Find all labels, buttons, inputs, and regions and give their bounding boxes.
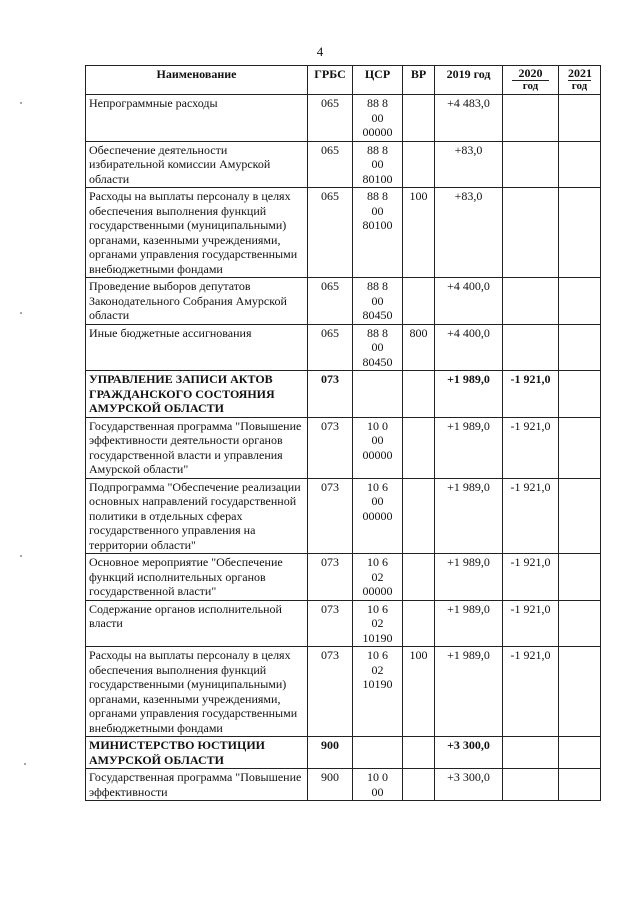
cell-vr bbox=[403, 769, 435, 801]
cell-2021 bbox=[559, 371, 601, 418]
cell-csr bbox=[353, 737, 403, 769]
cell-vr bbox=[403, 554, 435, 601]
header-vr: ВР bbox=[403, 66, 435, 95]
cell-grbs: 073 bbox=[308, 647, 353, 737]
cell-name: МИНИСТЕРСТВО ЮСТИЦИИ АМУРСКОЙ ОБЛАСТИ bbox=[86, 737, 308, 769]
cell-2019: +1 989,0 bbox=[435, 647, 503, 737]
cell-grbs: 900 bbox=[308, 737, 353, 769]
cell-2021 bbox=[559, 647, 601, 737]
cell-csr: 88 8 00 00000 bbox=[353, 95, 403, 142]
cell-2021 bbox=[559, 737, 601, 769]
cell-vr: 100 bbox=[403, 647, 435, 737]
cell-vr bbox=[403, 600, 435, 647]
cell-2020: -1 921,0 bbox=[503, 600, 559, 647]
cell-csr: 88 8 00 80100 bbox=[353, 141, 403, 188]
cell-2021 bbox=[559, 769, 601, 801]
cell-grbs: 073 bbox=[308, 417, 353, 478]
cell-csr: 10 0 00 00000 bbox=[353, 417, 403, 478]
table-row bbox=[86, 600, 601, 647]
cell-name: Расходы на выплаты персоналу в целях обеспечения выполнения функций государственными (муниципальными) органами, казенными учреждениями, органами управления государственными внебюджетными фондами bbox=[86, 647, 308, 737]
table-row bbox=[86, 737, 601, 769]
cell-csr: 10 6 00 00000 bbox=[353, 478, 403, 554]
header-2021-unit: год bbox=[571, 80, 588, 92]
table-row bbox=[86, 478, 601, 554]
cell-2021 bbox=[559, 554, 601, 601]
cell-2020: -1 921,0 bbox=[503, 554, 559, 601]
cell-vr bbox=[403, 141, 435, 188]
cell-vr bbox=[403, 417, 435, 478]
table-row bbox=[86, 769, 601, 801]
cell-2020 bbox=[503, 141, 559, 188]
table-body bbox=[86, 95, 601, 801]
cell-2019: +1 989,0 bbox=[435, 554, 503, 601]
cell-2019: +1 989,0 bbox=[435, 371, 503, 418]
cell-name: Расходы на выплаты персоналу в целях обеспечения выполнения функций государственными (муниципальными) органами, казенными учреждениями, органами управления государственными внебюджетными фондами bbox=[86, 188, 308, 278]
scan-speck bbox=[20, 555, 22, 557]
header-name: Наименование bbox=[86, 66, 308, 95]
table-row bbox=[86, 371, 601, 418]
cell-grbs: 073 bbox=[308, 371, 353, 418]
cell-name: Государственная программа "Повышение эффективности bbox=[86, 769, 308, 801]
cell-grbs: 073 bbox=[308, 478, 353, 554]
header-2019: 2019 год bbox=[435, 66, 503, 95]
table-row bbox=[86, 647, 601, 737]
cell-name: УПРАВЛЕНИЕ ЗАПИСИ АКТОВ ГРАЖДАНСКОГО СОСТОЯНИЯ АМУРСКОЙ ОБЛАСТИ bbox=[86, 371, 308, 418]
cell-2020 bbox=[503, 769, 559, 801]
cell-grbs: 073 bbox=[308, 554, 353, 601]
cell-2021 bbox=[559, 417, 601, 478]
cell-2021 bbox=[559, 278, 601, 325]
cell-2021 bbox=[559, 324, 601, 371]
table-row bbox=[86, 554, 601, 601]
cell-name: Проведение выборов депутатов Законодательного Собрания Амурской области bbox=[86, 278, 308, 325]
cell-2020 bbox=[503, 95, 559, 142]
cell-name: Обеспечение деятельности избирательной комиссии Амурской области bbox=[86, 141, 308, 188]
cell-2021 bbox=[559, 188, 601, 278]
cell-csr: 88 8 00 80100 bbox=[353, 188, 403, 278]
scan-speck bbox=[20, 102, 22, 104]
cell-grbs: 065 bbox=[308, 278, 353, 325]
budget-table bbox=[85, 65, 601, 801]
cell-vr: 100 bbox=[403, 188, 435, 278]
cell-name: Подпрограмма "Обеспечение реализации основных направлений государственной политики в отдельных сферах государственного управления на территории области" bbox=[86, 478, 308, 554]
cell-grbs: 065 bbox=[308, 188, 353, 278]
cell-2021 bbox=[559, 600, 601, 647]
table-row bbox=[86, 141, 601, 188]
scan-speck bbox=[20, 312, 22, 314]
cell-2020: -1 921,0 bbox=[503, 647, 559, 737]
cell-2019: +3 300,0 bbox=[435, 737, 503, 769]
cell-2019: +83,0 bbox=[435, 141, 503, 188]
cell-2019: +1 989,0 bbox=[435, 417, 503, 478]
cell-2019: +4 483,0 bbox=[435, 95, 503, 142]
header-2020-unit: год bbox=[522, 80, 539, 92]
table-header-row bbox=[86, 66, 601, 95]
header-grbs: ГРБС bbox=[308, 66, 353, 95]
cell-2019: +4 400,0 bbox=[435, 278, 503, 325]
cell-2019: +83,0 bbox=[435, 188, 503, 278]
cell-2020: -1 921,0 bbox=[503, 478, 559, 554]
cell-2019: +4 400,0 bbox=[435, 324, 503, 371]
cell-name: Основное мероприятие "Обеспечение функций исполнительных органов государственной власти" bbox=[86, 554, 308, 601]
cell-grbs: 073 bbox=[308, 600, 353, 647]
cell-2021 bbox=[559, 95, 601, 142]
cell-vr bbox=[403, 737, 435, 769]
cell-2020 bbox=[503, 737, 559, 769]
cell-grbs: 065 bbox=[308, 141, 353, 188]
cell-name: Содержание органов исполнительной власти bbox=[86, 600, 308, 647]
cell-2020 bbox=[503, 278, 559, 325]
header-2020-year: 2020 bbox=[512, 67, 549, 81]
cell-csr: 10 6 02 00000 bbox=[353, 554, 403, 601]
header-2021 bbox=[559, 66, 601, 95]
table-row bbox=[86, 324, 601, 371]
cell-csr bbox=[353, 371, 403, 418]
cell-2019: +1 989,0 bbox=[435, 600, 503, 647]
cell-csr: 10 6 02 10190 bbox=[353, 647, 403, 737]
cell-2020 bbox=[503, 324, 559, 371]
cell-2020: -1 921,0 bbox=[503, 417, 559, 478]
cell-csr: 88 8 00 80450 bbox=[353, 324, 403, 371]
cell-2020 bbox=[503, 188, 559, 278]
table-row bbox=[86, 95, 601, 142]
header-csr: ЦСР bbox=[353, 66, 403, 95]
cell-2020: -1 921,0 bbox=[503, 371, 559, 418]
cell-vr bbox=[403, 478, 435, 554]
scan-speck bbox=[24, 763, 26, 765]
cell-2019: +1 989,0 bbox=[435, 478, 503, 554]
cell-2021 bbox=[559, 141, 601, 188]
cell-vr bbox=[403, 371, 435, 418]
cell-csr: 10 0 00 bbox=[353, 769, 403, 801]
header-2020 bbox=[503, 66, 559, 95]
cell-vr bbox=[403, 278, 435, 325]
cell-grbs: 900 bbox=[308, 769, 353, 801]
cell-grbs: 065 bbox=[308, 95, 353, 142]
cell-vr bbox=[403, 95, 435, 142]
table-row bbox=[86, 278, 601, 325]
cell-name: Иные бюджетные ассигнования bbox=[86, 324, 308, 371]
cell-2021 bbox=[559, 478, 601, 554]
cell-csr: 88 8 00 80450 bbox=[353, 278, 403, 325]
cell-name: Государственная программа "Повышение эффективности деятельности органов государственной власти и управления Амурской области" bbox=[86, 417, 308, 478]
cell-2019: +3 300,0 bbox=[435, 769, 503, 801]
cell-csr: 10 6 02 10190 bbox=[353, 600, 403, 647]
table-row bbox=[86, 417, 601, 478]
cell-vr: 800 bbox=[403, 324, 435, 371]
page-number: 4 bbox=[316, 44, 324, 59]
cell-name: Непрограммные расходы bbox=[86, 95, 308, 142]
cell-grbs: 065 bbox=[308, 324, 353, 371]
header-2021-year: 2021 bbox=[568, 66, 592, 80]
table-row bbox=[86, 188, 601, 278]
